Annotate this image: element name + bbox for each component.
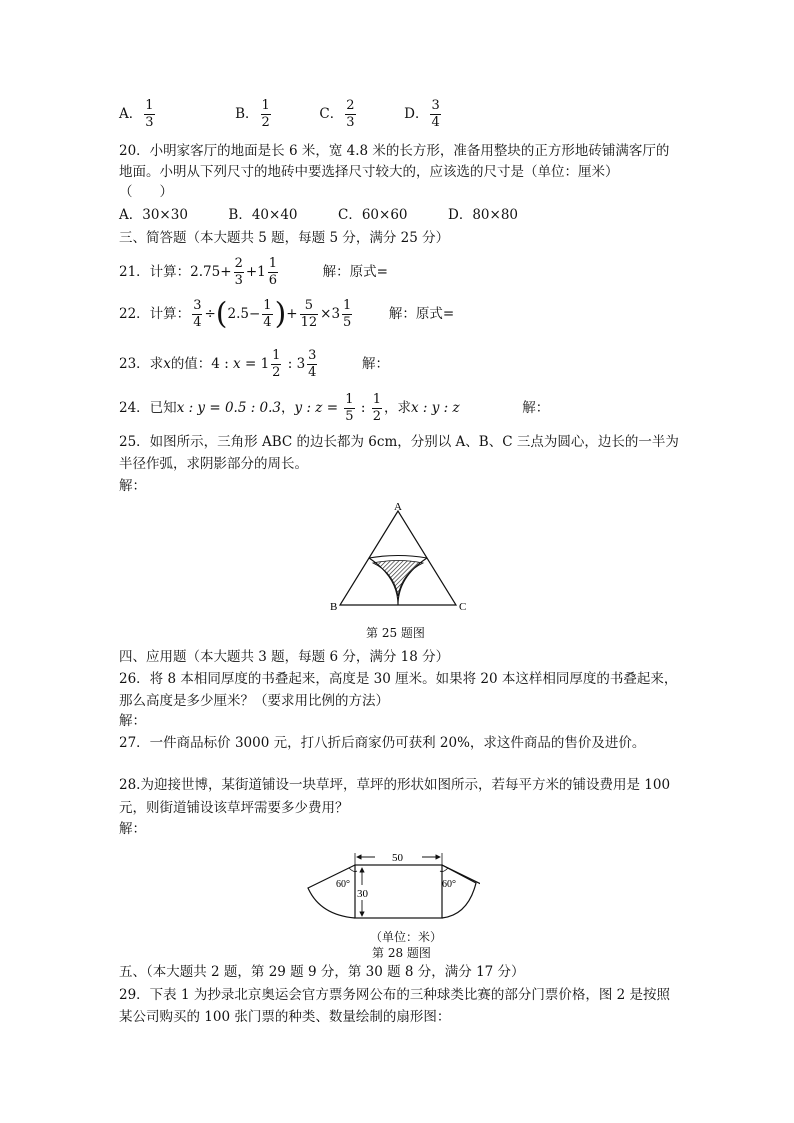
q25-caption: 第 25 题图 bbox=[366, 626, 425, 640]
q25-answer: 解： bbox=[119, 478, 146, 494]
q22-div: ÷ bbox=[204, 306, 216, 322]
q28-figure bbox=[300, 845, 480, 930]
q25-line1: 25．如图所示，三角形 ABC 的边长都为 6cm，分别以 A、B、C 三点为圆心，边长的一半为 bbox=[119, 434, 679, 450]
q21-mid: +1 bbox=[245, 264, 266, 280]
q28-line1: 28.为迎接世博，某街道铺设一块草坪，草坪的形状如图所示，若每平方米的铺设费用是 100 bbox=[119, 777, 671, 793]
label-b: B bbox=[330, 601, 338, 613]
q24-answer: 解： bbox=[522, 400, 550, 416]
q27-line1: 27．一件商品标价 3000 元，打八折后商家仍可获利 20%，求这件商品的售价及进价。 bbox=[119, 735, 646, 751]
q25-figure bbox=[320, 495, 480, 620]
section4-heading: 四、应用题（本大题共 3 题，每题 6 分，满分 18 分） bbox=[119, 649, 450, 665]
q22-inner: 2.5− bbox=[227, 306, 261, 322]
q24-colon: : bbox=[356, 400, 370, 416]
q23-mid: 的值：4 : bbox=[170, 356, 234, 372]
q22-fraction-2: $\frac{1}{4}$ bbox=[263, 298, 272, 330]
q22-times: ×3 bbox=[320, 306, 341, 322]
q22 bbox=[119, 298, 454, 331]
q28-answer: 解： bbox=[119, 821, 146, 837]
q24-ratio3: x : y : z bbox=[411, 400, 460, 416]
q26-line2: 那么高度是多少厘米？（要求用比例的方法） bbox=[119, 693, 389, 709]
q29-line2: 某公司购买的 100 张门票的种类、数量绘制的扇形图： bbox=[119, 1009, 451, 1025]
q20-line2: 地面。小明从下列尺寸的地砖中要选择尺寸较大的，应该选的尺寸是（单位：厘米） bbox=[119, 164, 619, 180]
q24-ratio2: y : z = bbox=[294, 400, 343, 416]
q24 bbox=[119, 392, 549, 425]
q20-line1: 20．小明家客厅的地面是长 6 米，宽 4.8 米的长方形，准备用整块的正方形地砖铺满客厅的 bbox=[119, 143, 670, 159]
q20-answer-paren: （ ） bbox=[119, 184, 173, 200]
q25-line2: 半径作弧，求阴影部分的周长。 bbox=[119, 456, 308, 472]
label-a: A bbox=[394, 501, 402, 513]
option-a-label: A． bbox=[119, 106, 143, 122]
section5-heading: 五、（本大题共 2 题，第 29 题 9 分，第 30 题 8 分，满分 17 分） bbox=[119, 964, 525, 980]
option-a-fraction: $\frac{1}{3}$ bbox=[145, 98, 154, 130]
option-b-label: B． bbox=[235, 106, 259, 122]
q21-fraction-2: $\frac{1}{6}$ bbox=[268, 256, 278, 288]
q28-line2: 元，则街道铺设该草坪需要多少费用？ bbox=[119, 800, 349, 816]
q24-sep: ， bbox=[281, 400, 295, 416]
q19-options bbox=[119, 98, 443, 131]
q23 bbox=[119, 348, 389, 381]
q22-answer: 解：原式= bbox=[388, 306, 455, 322]
angle-left-label: 60° bbox=[336, 879, 350, 890]
left-sector bbox=[308, 865, 355, 918]
q23-colon: : 3 bbox=[283, 356, 306, 372]
option-b-fraction: $\frac{1}{2}$ bbox=[261, 98, 270, 130]
q20-options: A．30×30 B．40×40 C．60×60 D．80×80 bbox=[119, 207, 518, 223]
q21-fraction-1: $\frac{2}{3}$ bbox=[234, 256, 243, 288]
q24-ratio1: x : y = 0.5 : 0.3 bbox=[176, 400, 282, 416]
q22-plus: + bbox=[286, 306, 298, 322]
q23-fraction-2: $\frac{3}{4}$ bbox=[308, 348, 317, 380]
q22-right-paren: ) bbox=[274, 296, 287, 332]
q22-prefix: 22．计算： bbox=[119, 306, 191, 322]
option-d-label: D． bbox=[404, 106, 429, 122]
angle-right-label: 60° bbox=[442, 879, 456, 890]
q24-fraction-2: $\frac{1}{2}$ bbox=[372, 392, 381, 424]
q21 bbox=[119, 256, 388, 289]
width-label: 50 bbox=[392, 852, 403, 864]
q23-fraction-1: $\frac{1}{2}$ bbox=[272, 348, 281, 380]
q22-fraction-3: $\frac{5}{12}$ bbox=[300, 298, 318, 330]
q28-caption: 第 28 题图 bbox=[372, 946, 431, 960]
option-d-fraction: $\frac{3}{4}$ bbox=[431, 98, 440, 130]
q24-fraction-1: $\frac{1}{5}$ bbox=[345, 392, 354, 424]
q26-line1: 26．将 8 本相同厚度的书叠起来，高度是 30 厘米。如果将 20 本这样相同厚度的书叠起来， bbox=[119, 671, 678, 687]
option-c-label: C． bbox=[319, 106, 344, 122]
height-label: 30 bbox=[357, 888, 368, 900]
section3-heading: 三、简答题（本大题共 5 题，每题 5 分，满分 25 分） bbox=[119, 230, 450, 246]
q21-answer: 解：原式= bbox=[322, 264, 388, 280]
q24-ask: ，求 bbox=[384, 400, 411, 416]
q23-eq: = 1 bbox=[240, 356, 270, 372]
label-c: C bbox=[459, 601, 467, 613]
q23-var2: x bbox=[233, 356, 241, 372]
q22-fraction-1: $\frac{3}{4}$ bbox=[193, 298, 202, 330]
q21-prefix: 21．计算：2.75+ bbox=[119, 264, 232, 280]
q26-answer: 解： bbox=[119, 713, 146, 729]
shaded-region bbox=[373, 561, 423, 597]
q23-var: x bbox=[163, 356, 171, 372]
q22-fraction-4: $\frac{1}{5}$ bbox=[343, 298, 352, 330]
lawn-rectangle bbox=[355, 865, 442, 918]
option-c-fraction: $\frac{2}{3}$ bbox=[346, 98, 355, 130]
q28-unit: （单位：米） bbox=[370, 930, 443, 944]
q22-left-paren: ( bbox=[215, 296, 228, 332]
q23-answer: 解： bbox=[362, 356, 390, 372]
q29-line1: 29．下表 1 为抄录北京奥运会官方票务网公布的三种球类比赛的部分门票价格，图 2 是按照 bbox=[119, 987, 671, 1003]
q24-prefix: 24．已知 bbox=[119, 400, 177, 416]
q23-prefix: 23．求 bbox=[119, 356, 164, 372]
